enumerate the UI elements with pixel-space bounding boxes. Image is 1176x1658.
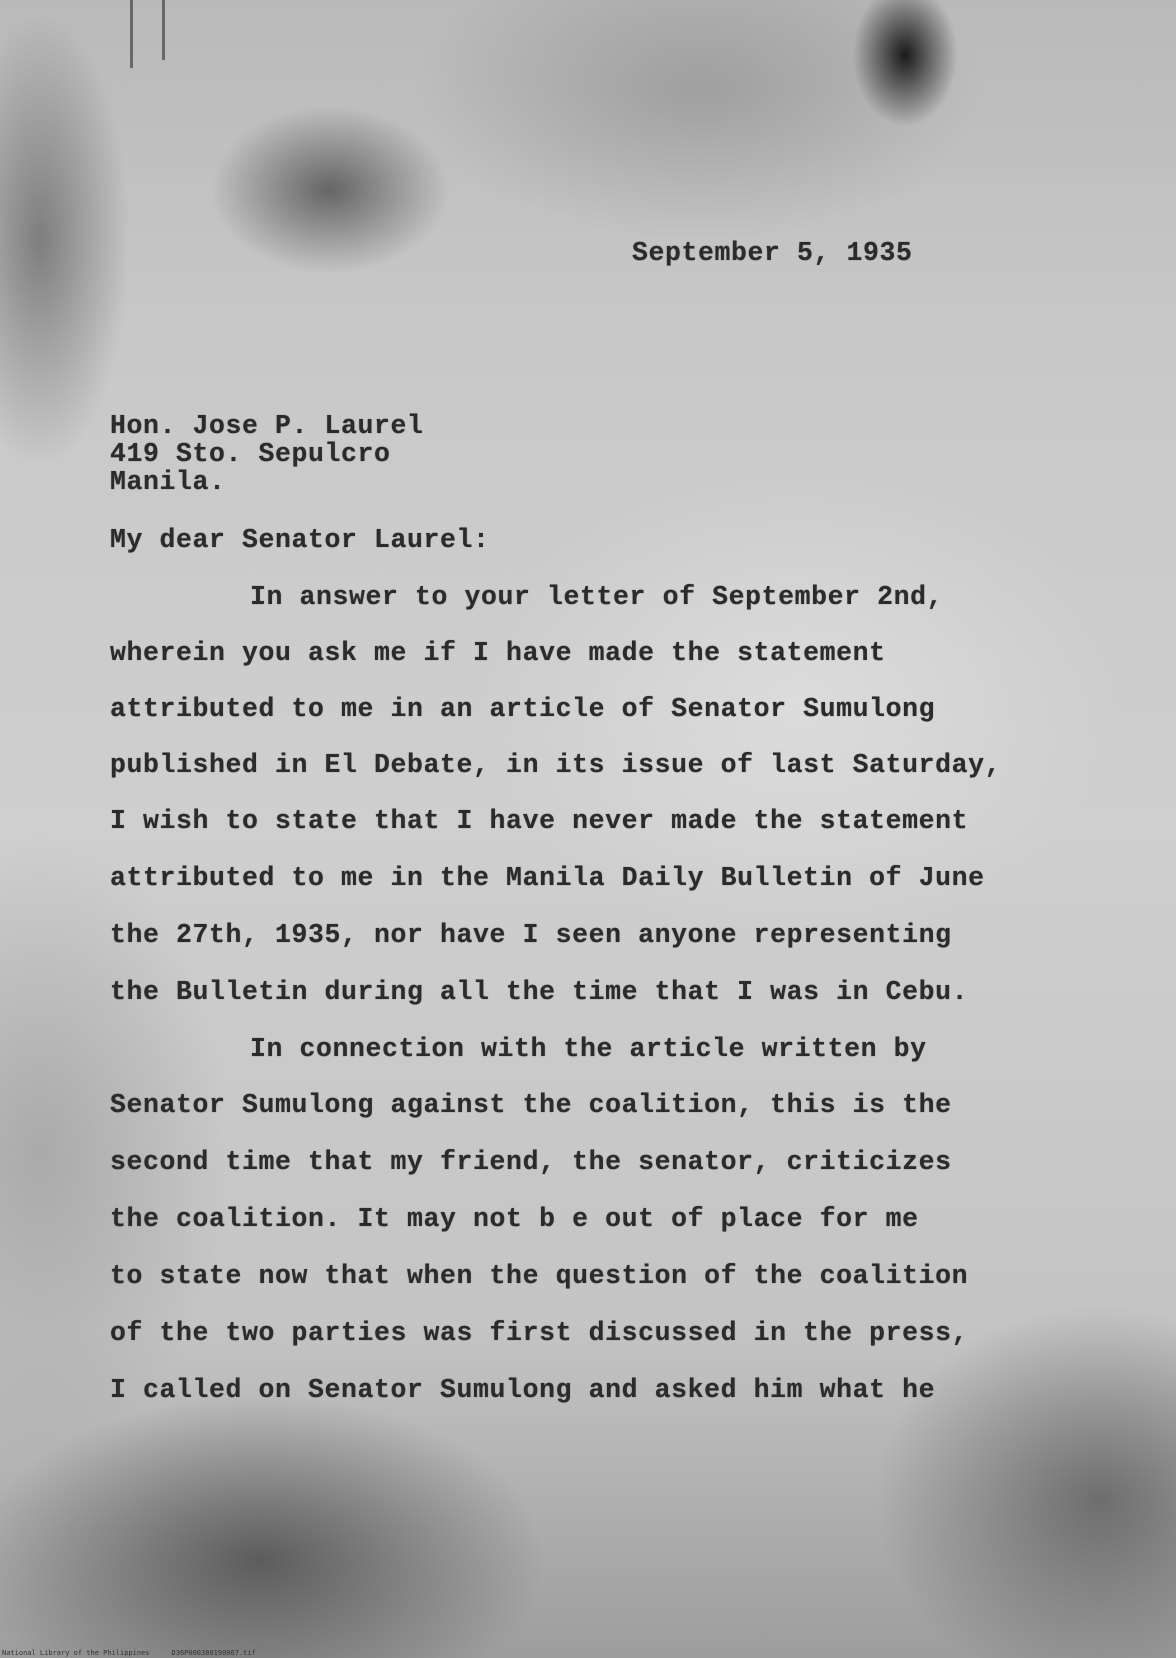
paragraph-line: second time that my friend, the senator, criticizes xyxy=(110,1147,952,1177)
footer-filename: D36P000380190067.tif xyxy=(171,1649,256,1657)
footer-library: National Library of the Philippines xyxy=(2,1649,150,1657)
paragraph-line: to state now that when the question of the coalition xyxy=(110,1261,969,1291)
page-edge-mark xyxy=(162,0,165,60)
paragraph-line: In connection with the article written by xyxy=(250,1034,927,1064)
address-line: Manila. xyxy=(110,467,226,497)
paragraph-line: the 27th, 1935, nor have I seen anyone representing xyxy=(110,920,952,950)
paragraph-line: the coalition. It may not b e out of place for me xyxy=(110,1204,919,1234)
letter-date: September 5, 1935 xyxy=(632,238,913,268)
paragraph-line: of the two parties was first discussed in the press, xyxy=(110,1318,969,1348)
paragraph-line: wherein you ask me if I have made the statement xyxy=(110,638,886,668)
address-line: 419 Sto. Sepulcro xyxy=(110,439,391,469)
paragraph-line: I called on Senator Sumulong and asked him what he xyxy=(110,1375,936,1405)
paragraph-line: attributed to me in the Manila Daily Bulletin of June xyxy=(110,863,985,893)
scan-footer xyxy=(2,1649,278,1657)
address-line: Hon. Jose P. Laurel xyxy=(110,411,424,441)
paragraph-line: In answer to your letter of September 2nd, xyxy=(250,582,944,612)
paragraph-line: Senator Sumulong against the coalition, this is the xyxy=(110,1090,952,1120)
paragraph-line: the Bulletin during all the time that I was in Cebu. xyxy=(110,977,969,1007)
paragraph-line: attributed to me in an article of Senator Sumulong xyxy=(110,694,936,724)
paragraph-line: I wish to state that I have never made the statement xyxy=(110,806,969,836)
paragraph-line: published in El Debate, in its issue of last Saturday, xyxy=(110,750,1002,780)
page-edge-mark xyxy=(130,0,133,68)
salutation: My dear Senator Laurel: xyxy=(110,525,490,555)
